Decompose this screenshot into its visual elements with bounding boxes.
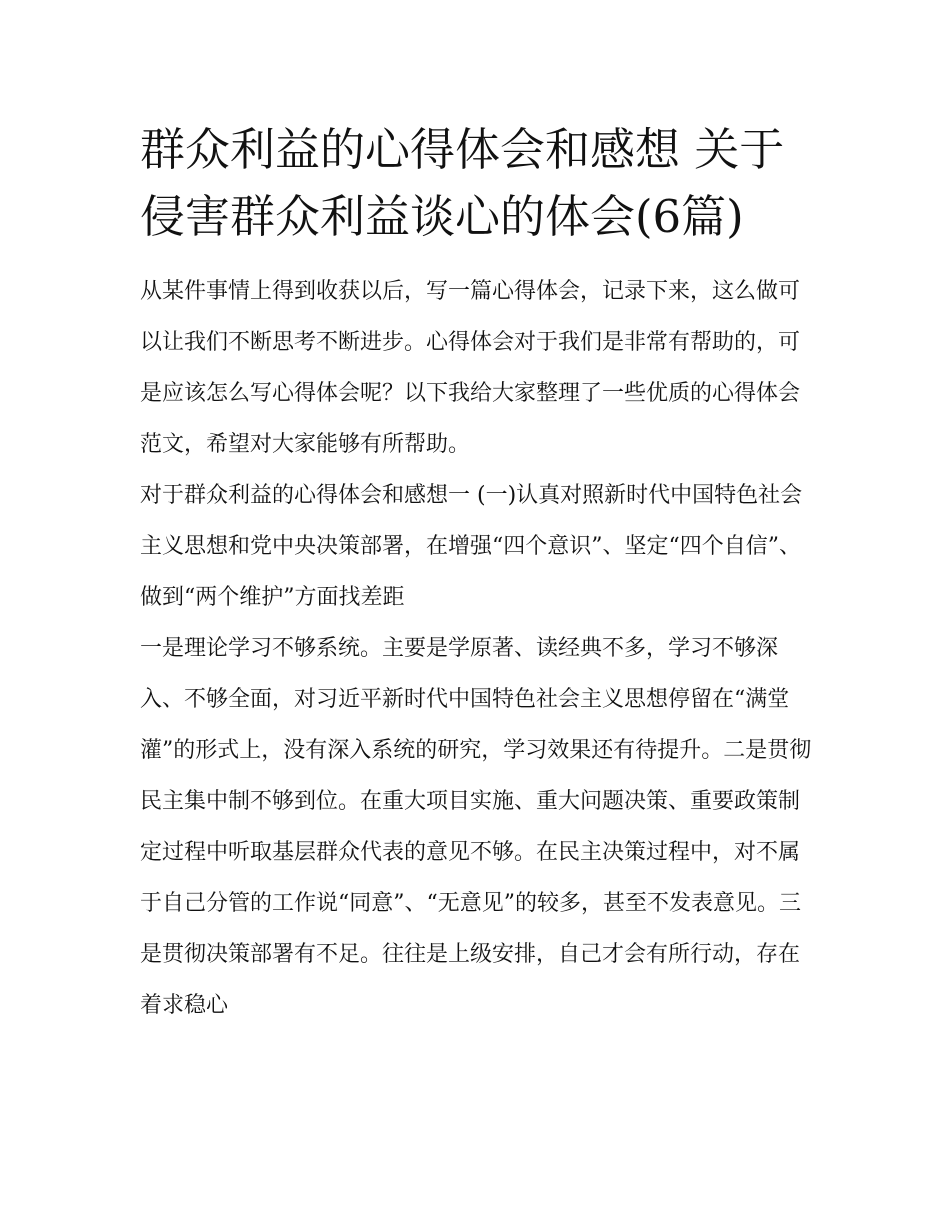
document-title: 群众利益的心得体会和感想 关于侵害群众利益谈心的体会(6篇) [140,123,785,243]
document-body [140,266,815,1031]
paragraph-section-heading: 对于群众利益的心得体会和感想一 (一)认真对照新时代中国特色社会主义思想和党中央决策部署，在增强“四个意识”、坚定“四个自信”、做到“两个维护”方面找差距 [140,483,803,610]
document-content [140,116,815,1031]
paragraph-body: 一是理论学习不够系统。主要是学原著、读经典不多，学习不够深入、不够全面，对习近平新时代中国特色社会主义思想停留在“满堂灌”的形式上，没有深入系统的研究，学习效果还有待提升。二是贯彻民主集中制不够到位。在重大项目实施、重大问题决策、重要政策制定过程中听取基层群众代表的意见不够。在民主决策过程中，对不属于自己分管的工作说“同意”、“无意见”的较多，甚至不发表意见。三是贯彻决策部署有不足。往往是上级安排，自己才会有所行动，存在着求稳心 [140,636,812,1018]
paragraph-intro: 从某件事情上得到收获以后，写一篇心得体会，记录下来，这么做可以让我们不断思考不断进步。心得体会对于我们是非常有帮助的，可是应该怎么写心得体会呢？以下我给大家整理了一些优质的心得体会范文，希望对大家能够有所帮助。 [140,279,801,457]
